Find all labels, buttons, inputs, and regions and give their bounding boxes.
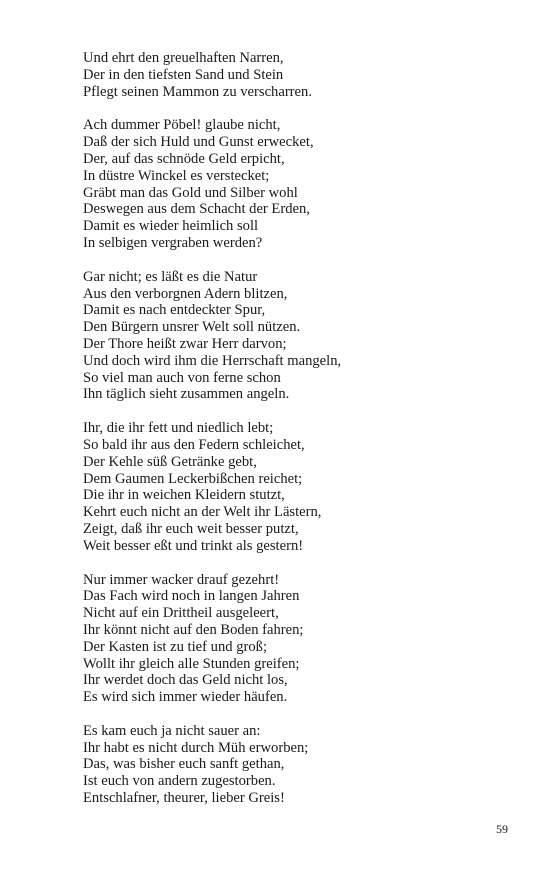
poem-line: Und doch wird ihm die Herrschaft mangeln, [83, 352, 342, 369]
stanza [83, 117, 503, 251]
poem-line: Der, auf das schnöde Geld erpicht, [83, 150, 285, 167]
poem-line: Es wird sich immer wieder häufen. [83, 689, 288, 706]
poem-line: So viel man auch von ferne schon [83, 369, 281, 386]
poem-line: Die ihr in weichen Kleidern stutzt, [83, 487, 285, 504]
poem-line: Der Thore heißt zwar Herr darvon; [83, 335, 287, 352]
poem-line: In selbigen vergraben werden? [83, 234, 263, 251]
poem-line: Und ehrt den greuelhaften Narren, [83, 50, 284, 66]
stanza [83, 269, 503, 403]
poem-line: Gar nicht; es läßt es die Natur [83, 268, 258, 285]
poem-line: Pflegt seinen Mammon zu verscharren. [83, 83, 312, 100]
poem-line: Zeigt, daß ihr euch weit besser putzt, [83, 520, 299, 537]
page-number: 59 [496, 822, 508, 836]
poem-line: So bald ihr aus den Federn schleichet, [83, 436, 305, 453]
stanza [83, 572, 503, 706]
poem-line: Der in den tiefsten Sand und Stein [83, 66, 284, 83]
poem-line: Aus den verborgnen Adern blitzen, [83, 285, 288, 302]
poem-line: Nicht auf ein Drittheil ausgeleert, [83, 605, 279, 622]
poem-line: Ihr werdet doch das Geld nicht los, [83, 672, 288, 689]
poem-line: Ihr könnt nicht auf den Boden fahren; [83, 621, 304, 638]
poem-line: Der Kasten ist zu tief und groß; [83, 638, 267, 655]
poem-line: Den Bürgern unsrer Welt soll nützen. [83, 319, 301, 336]
poem-line: Der Kehle süß Getränke gebt, [83, 453, 257, 470]
poem-line: Entschlafner, theurer, lieber Greis! [83, 790, 285, 807]
poem-line: Daß der sich Huld und Gunst erwecket, [83, 134, 314, 151]
poem-line: In düstre Winckel es verstecket; [83, 167, 270, 184]
poem-line: Damit es wieder heimlich soll [83, 218, 259, 235]
poem-line: Ist euch von andern zugestorben. [83, 773, 276, 790]
poem-line: Ihn täglich sieht zusammen angeln. [83, 386, 290, 403]
poem-line: Damit es nach entdeckter Spur, [83, 302, 266, 319]
poem-line: Ihr, die ihr fett und niedlich lebt; [83, 420, 274, 437]
poem-text [83, 50, 503, 824]
poem-line: Deswegen aus dem Schacht der Erden, [83, 201, 310, 218]
poem-line: Das, was bisher euch sanft gethan, [83, 756, 285, 773]
stanza [83, 723, 503, 807]
poem-line: Das Fach wird noch in langen Jahren [83, 588, 300, 605]
poem-line: Weit besser eßt und trinkt als gestern! [83, 537, 304, 554]
poem-line: Kehrt euch nicht an der Welt ihr Lästern, [83, 504, 322, 521]
poem-line: Dem Gaumen Leckerbißchen reichet; [83, 470, 303, 487]
poem-line: Ach dummer Pöbel! glaube nicht, [83, 117, 281, 134]
stanza [83, 420, 503, 554]
poem-line: Ihr habt es nicht durch Müh erworben; [83, 739, 309, 756]
poem-line: Nur immer wacker drauf gezehrt! [83, 571, 280, 588]
poem-line: Gräbt man das Gold und Silber wohl [83, 184, 298, 201]
poem-line: Es kam euch ja nicht sauer an: [83, 722, 261, 739]
poem-line: Wollt ihr gleich alle Stunden greifen; [83, 655, 300, 672]
stanza [83, 50, 503, 100]
